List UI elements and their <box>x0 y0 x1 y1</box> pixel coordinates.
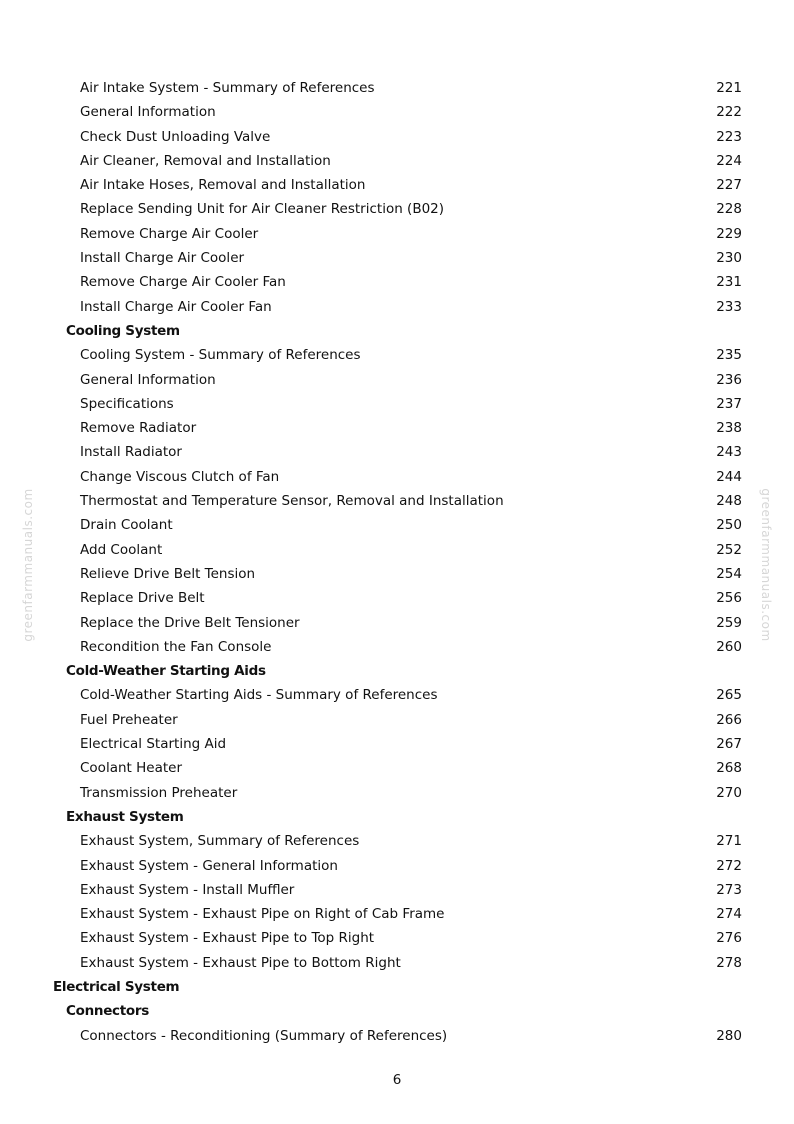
toc-entry[interactable] <box>0 295 794 319</box>
toc-entry-page-number: 278 <box>716 954 742 971</box>
toc-entry-title: Exhaust System - Install Muffler <box>80 881 295 898</box>
toc-entry-page-number: 272 <box>716 857 742 874</box>
toc-section-heading[interactable] <box>0 805 794 829</box>
toc-entry-title: Replace the Drive Belt Tensioner <box>80 614 300 631</box>
toc-entry[interactable] <box>0 465 794 489</box>
toc-entry-page-number: 248 <box>716 493 742 510</box>
toc-entry-title: Exhaust System - Exhaust Pipe on Right of Cab Frame <box>80 906 445 923</box>
toc-entry-title: Recondition the Fan Console <box>80 638 272 655</box>
toc-entry[interactable] <box>0 392 794 416</box>
toc-entry-page-number: 243 <box>716 444 742 461</box>
toc-entry-title: Drain Coolant <box>80 517 173 534</box>
toc-entry-page-number: 271 <box>716 833 742 850</box>
toc-entry-page-number: 233 <box>716 298 742 315</box>
table-of-contents <box>0 76 794 1048</box>
toc-entry-title: Fuel Preheater <box>80 711 178 728</box>
toc-entry-title: Air Cleaner, Removal and Installation <box>80 152 331 169</box>
toc-entry[interactable] <box>0 708 794 732</box>
toc-entry[interactable] <box>0 562 794 586</box>
toc-entry[interactable] <box>0 416 794 440</box>
toc-section-heading[interactable] <box>0 999 794 1023</box>
toc-section-heading[interactable] <box>0 659 794 683</box>
toc-section-heading[interactable] <box>0 975 794 999</box>
toc-entry[interactable] <box>0 683 794 707</box>
toc-entry[interactable] <box>0 611 794 635</box>
toc-entry[interactable] <box>0 781 794 805</box>
toc-entry-page-number: 229 <box>716 225 742 242</box>
toc-entry[interactable] <box>0 926 794 950</box>
toc-entry[interactable] <box>0 489 794 513</box>
toc-entry-page-number: 280 <box>716 1027 742 1044</box>
toc-entry[interactable] <box>0 732 794 756</box>
toc-entry[interactable] <box>0 76 794 100</box>
toc-entry-title: Air Intake System - Summary of References <box>80 80 375 96</box>
toc-entry-page-number: 222 <box>716 104 742 121</box>
toc-entry-page-number: 260 <box>716 638 742 655</box>
toc-entry-title: Cooling System - Summary of References <box>80 347 361 364</box>
toc-entry[interactable] <box>0 538 794 562</box>
toc-entry-title: Check Dust Unloading Valve <box>80 128 271 145</box>
toc-entry-page-number: 266 <box>716 711 742 728</box>
toc-entry-title: Coolant Heater <box>80 760 182 777</box>
toc-entry-page-number: 230 <box>716 250 742 267</box>
toc-entry-title: Air Intake Hoses, Removal and Installation <box>80 177 366 194</box>
toc-entry-page-number: 224 <box>716 152 742 169</box>
toc-entry-title: Exhaust System - General Information <box>80 857 338 874</box>
toc-entry-page-number: 228 <box>716 201 742 218</box>
toc-entry-title: Connectors <box>66 1003 149 1020</box>
toc-entry[interactable] <box>0 635 794 659</box>
toc-entry-page-number: 270 <box>716 784 742 801</box>
toc-entry-title: Connectors - Reconditioning (Summary of References) <box>80 1027 448 1044</box>
toc-entry-page-number: 268 <box>716 760 742 777</box>
toc-entry-page-number: 227 <box>716 177 742 194</box>
toc-entry[interactable] <box>0 173 794 197</box>
toc-entry[interactable] <box>0 343 794 367</box>
toc-entry[interactable] <box>0 222 794 246</box>
toc-entry-title: Add Coolant <box>80 541 163 558</box>
toc-entry-page-number: 252 <box>716 541 742 558</box>
toc-entry-title: Relieve Drive Belt Tension <box>80 565 256 582</box>
toc-entry-title: Change Viscous Clutch of Fan <box>80 468 280 485</box>
watermark-left: greenfarmmanuals.com <box>21 488 35 642</box>
toc-entry[interactable] <box>0 246 794 270</box>
toc-section-heading[interactable] <box>0 319 794 343</box>
toc-entry-page-number: 273 <box>716 881 742 898</box>
toc-entry[interactable] <box>0 513 794 537</box>
toc-entry-title: Electrical System <box>53 978 180 995</box>
toc-entry[interactable] <box>0 149 794 173</box>
toc-entry-title: Remove Radiator <box>80 420 197 437</box>
toc-entry[interactable] <box>0 100 794 124</box>
toc-entry-title: Specifications <box>80 395 174 412</box>
toc-entry-title: Remove Charge Air Cooler <box>80 225 259 242</box>
toc-entry-page-number: 274 <box>716 906 742 923</box>
toc-entry[interactable] <box>0 756 794 780</box>
toc-entry-title: Install Charge Air Cooler <box>80 250 245 267</box>
toc-entry[interactable] <box>0 586 794 610</box>
toc-entry-page-number: 237 <box>716 395 742 412</box>
toc-entry[interactable] <box>0 854 794 878</box>
toc-entry-title: Exhaust System - Exhaust Pipe to Bottom Right <box>80 954 401 971</box>
toc-entry[interactable] <box>0 951 794 975</box>
toc-entry-page-number: 256 <box>716 590 742 607</box>
toc-entry-title: Transmission Preheater <box>80 784 238 801</box>
toc-entry-page-number: 254 <box>716 565 742 582</box>
toc-entry-title: Replace Drive Belt <box>80 590 205 607</box>
toc-entry-page-number: 223 <box>716 128 742 145</box>
toc-entry-title: General Information <box>80 104 216 121</box>
toc-entry-title: Install Radiator <box>80 444 182 461</box>
toc-entry[interactable] <box>0 878 794 902</box>
toc-entry-page-number: 221 <box>716 80 742 96</box>
toc-entry[interactable] <box>0 440 794 464</box>
toc-entry-title: Exhaust System <box>66 808 184 825</box>
toc-entry-page-number: 259 <box>716 614 742 631</box>
toc-entry-page-number: 267 <box>716 736 742 753</box>
page-number: 6 <box>392 1072 402 1088</box>
toc-entry-page-number: 238 <box>716 420 742 437</box>
toc-entry-title: Remove Charge Air Cooler Fan <box>80 274 286 291</box>
toc-entry-title: Exhaust System, Summary of References <box>80 833 360 850</box>
toc-entry-title: Cold-Weather Starting Aids <box>66 663 266 680</box>
toc-entry-title: Thermostat and Temperature Sensor, Removal and Installation <box>80 493 504 510</box>
toc-entry[interactable] <box>0 902 794 926</box>
toc-entry[interactable] <box>0 368 794 392</box>
toc-entry[interactable] <box>0 829 794 853</box>
watermark-right: greenfarmmanuals.com <box>759 488 773 642</box>
toc-entry-title: Cooling System <box>66 322 180 339</box>
toc-entry-page-number: 250 <box>716 517 742 534</box>
toc-entry[interactable] <box>0 270 794 294</box>
toc-entry-title: Install Charge Air Cooler Fan <box>80 298 272 315</box>
toc-entry-page-number: 235 <box>716 347 742 364</box>
toc-entry[interactable] <box>0 125 794 149</box>
toc-entry-page-number: 236 <box>716 371 742 388</box>
toc-entry-page-number: 244 <box>716 468 742 485</box>
toc-entry-title: Exhaust System - Exhaust Pipe to Top Right <box>80 930 375 947</box>
toc-entry-title: Electrical Starting Aid <box>80 736 227 753</box>
toc-entry-title: General Information <box>80 371 216 388</box>
toc-entry-page-number: 265 <box>716 687 742 704</box>
toc-entry-page-number: 231 <box>716 274 742 291</box>
toc-entry[interactable] <box>0 1024 794 1048</box>
toc-entry-title: Replace Sending Unit for Air Cleaner Restriction (B02) <box>80 201 445 218</box>
toc-entry-title: Cold-Weather Starting Aids - Summary of References <box>80 687 438 704</box>
toc-entry[interactable] <box>0 197 794 221</box>
toc-entry-page-number: 276 <box>716 930 742 947</box>
